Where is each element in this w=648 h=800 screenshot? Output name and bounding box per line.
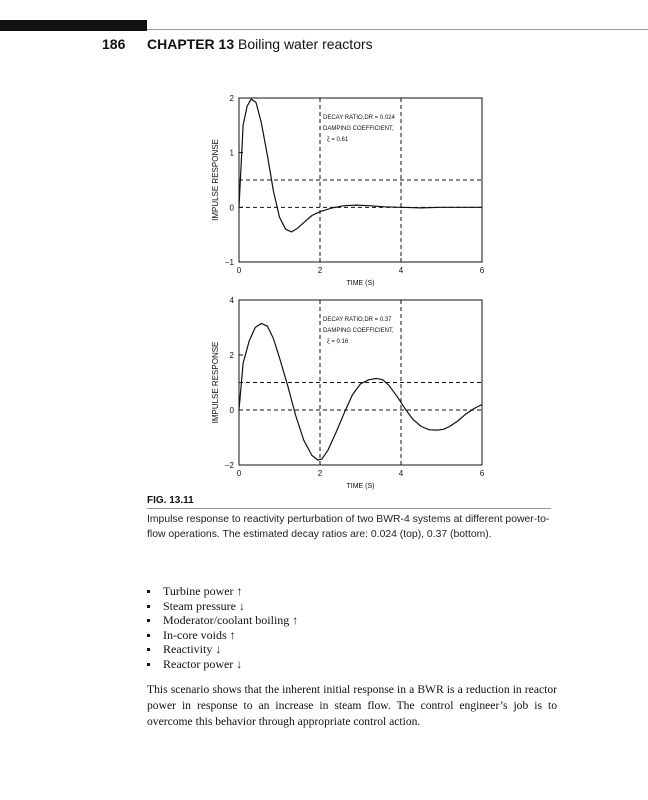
y-tick-label: −2	[224, 461, 234, 470]
bullet-item	[147, 657, 298, 672]
body-paragraph: This scenario shows that the inherent initial response in a BWR is a reduction in reactor power in response to an increase in steam flow. The control engineer’s job is to overcome this behavior through appropriate control action.	[147, 683, 557, 728]
chart-annotation: DAMPING COEFFICIENT,	[323, 328, 394, 334]
x-tick-label: 2	[317, 266, 323, 275]
figure-caption: Impulse response to reactivity perturbation of two BWR-4 systems at different power-to-flow operations. The estimated decay ratios are: 0.024 (top), 0.37 (bottom).	[147, 514, 550, 540]
figure-rule	[147, 508, 551, 509]
y-axis-label: IMPULSE RESPONSE	[211, 139, 220, 221]
chart-annotation: ξ = 0.61	[327, 137, 349, 143]
y-tick-label: 2	[229, 351, 234, 360]
bullet-item	[147, 584, 298, 599]
bullet-marker	[147, 590, 150, 593]
bullet-item	[147, 642, 298, 657]
chart-annotation: DAMPING COEFFICIENT,	[323, 126, 394, 132]
bullet-text: Steam pressure ↓	[163, 598, 245, 613]
bullet-marker	[147, 648, 150, 651]
chapter-label: CHAPTER 13	[147, 36, 235, 52]
bullet-text: In-core voids ↑	[163, 627, 236, 642]
chapter-title: Boiling water reactors	[238, 36, 373, 52]
bullet-text: Moderator/coolant boiling ↑	[163, 613, 299, 628]
bullet-marker	[147, 634, 150, 637]
y-tick-label: 2	[229, 94, 234, 103]
bullet-marker	[147, 605, 150, 608]
y-tick-label: 0	[229, 203, 234, 213]
x-axis-label: TIME (S)	[346, 483, 375, 490]
y-tick-label: 1	[229, 148, 234, 158]
bullet-text: Turbine power ↑	[163, 584, 243, 598]
x-axis-label: TIME (S)	[346, 280, 375, 287]
chart-annotation: ξ = 0.16	[327, 339, 349, 345]
x-tick-label: 0	[236, 469, 242, 478]
bullet-item	[147, 628, 298, 643]
bullet-marker	[147, 663, 150, 666]
page-number: 186	[102, 36, 126, 52]
bullet-marker	[147, 619, 150, 622]
series-line	[239, 323, 482, 460]
x-tick-label: 0	[236, 266, 242, 275]
x-tick-label: 4	[398, 469, 404, 478]
chart-annotation: DECAY RATIO,DR = 0.024	[323, 115, 395, 121]
bullet-item	[147, 613, 298, 628]
bullet-text: Reactor power ↓	[163, 656, 243, 671]
x-tick-label: 6	[479, 469, 485, 478]
x-tick-label: 4	[398, 266, 404, 275]
bullet-list	[147, 584, 298, 672]
y-axis-label: IMPULSE RESPONSE	[211, 341, 220, 424]
x-tick-label: 2	[317, 469, 323, 478]
x-tick-label: 6	[479, 266, 485, 275]
bullet-item	[147, 599, 298, 614]
figure-label: FIG. 13.11	[147, 495, 194, 506]
y-tick-label: 4	[229, 296, 234, 305]
y-tick-label: −1	[224, 258, 234, 267]
chart-annotation: DECAY RATIO,DR = 0.37	[323, 317, 392, 323]
bullet-text: Reactivity ↓	[163, 642, 222, 657]
y-tick-label: 0	[229, 406, 234, 415]
